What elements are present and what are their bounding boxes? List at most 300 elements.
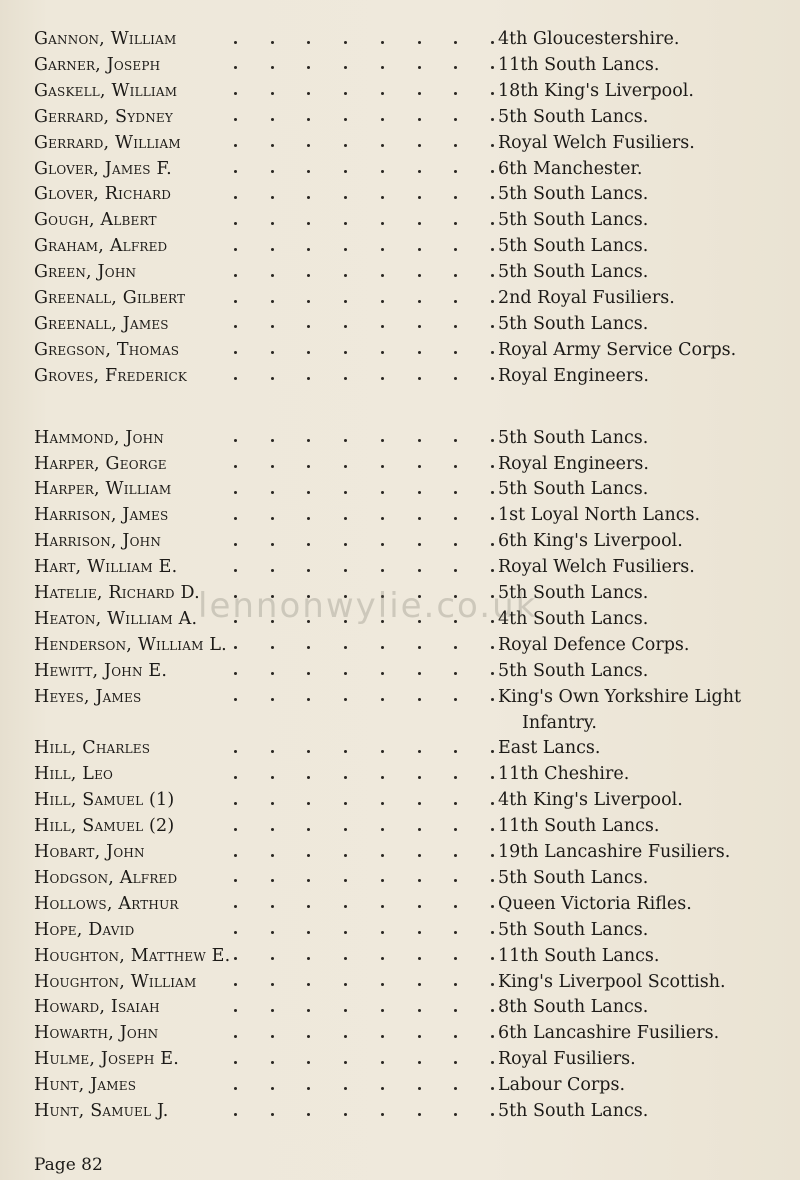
leader-dot: [307, 646, 310, 649]
leader-dot: [234, 828, 237, 831]
leader-dot: [271, 1087, 274, 1090]
leader-dot: [271, 351, 274, 354]
soldier-name: Hobart, John: [34, 842, 145, 862]
leader-dot: [234, 222, 237, 225]
leader-dot: [454, 1061, 457, 1064]
leader-dot: [344, 1035, 347, 1038]
leader-dot: [271, 543, 274, 546]
list-item: [34, 1072, 784, 1098]
list-item: [34, 363, 784, 389]
dot-leader: [234, 233, 494, 259]
leader-dot: [344, 66, 347, 69]
leader-dot: [454, 646, 457, 649]
leader-dot: [271, 41, 274, 44]
leader-dot: [491, 828, 494, 831]
leader-dot: [234, 248, 237, 251]
leader-dot: [454, 957, 457, 960]
regiment-unit: Royal Engineers.: [498, 453, 649, 474]
leader-dot: [418, 1087, 421, 1090]
leader-dot: [381, 672, 384, 675]
leader-dot: [234, 144, 237, 147]
leader-dot: [381, 118, 384, 121]
list-item: [34, 1098, 784, 1124]
leader-dot: [344, 983, 347, 986]
regiment-unit: 5th South Lancs.: [498, 919, 649, 940]
leader-dot: [491, 957, 494, 960]
leader-dot: [418, 170, 421, 173]
leader-dot: [271, 465, 274, 468]
leader-dot: [344, 1009, 347, 1012]
list-item: [34, 78, 784, 104]
leader-dot: [271, 92, 274, 95]
list-item: [34, 1020, 784, 1046]
leader-dot: [234, 517, 237, 520]
list-item: [34, 104, 784, 130]
dot-leader: [234, 1098, 494, 1124]
leader-dot: [381, 620, 384, 623]
soldier-name: Harrison, John: [34, 531, 162, 552]
leader-dot: [271, 66, 274, 69]
leader-dot: [491, 1009, 494, 1012]
leader-dot: [418, 248, 421, 251]
leader-dot: [307, 351, 310, 354]
leader-dot: [381, 170, 384, 173]
leader-dot: [344, 957, 347, 960]
leader-dot: [344, 196, 347, 199]
leader-dot: [418, 854, 421, 857]
dot-leader: [234, 658, 494, 684]
dot-leader: [234, 528, 494, 554]
leader-dot: [454, 491, 457, 494]
list-item: [34, 528, 784, 554]
leader-dot: [381, 377, 384, 380]
leader-dot: [234, 377, 237, 380]
leader-dot: [307, 776, 310, 779]
dot-leader: [234, 311, 494, 337]
leader-dot: [307, 144, 310, 147]
list-item: [34, 554, 784, 580]
leader-dot: [381, 248, 384, 251]
leader-dot: [418, 957, 421, 960]
leader-dot: [381, 144, 384, 147]
dot-leader: [234, 761, 494, 787]
leader-dot: [234, 1061, 237, 1064]
leader-dot: [454, 1113, 457, 1116]
leader-dot: [454, 698, 457, 701]
leader-dot: [344, 439, 347, 442]
leader-dot: [418, 300, 421, 303]
leader-dot: [454, 66, 457, 69]
leader-dot: [234, 543, 237, 546]
soldier-name: Greenall, James: [34, 313, 169, 334]
leader-dot: [271, 222, 274, 225]
regiment-unit: Royal Defence Corps.: [498, 634, 690, 655]
dot-leader: [234, 337, 494, 363]
leader-dot: [418, 1113, 421, 1116]
list-item: [34, 259, 784, 285]
leader-dot: [271, 750, 274, 753]
dot-leader: [234, 606, 494, 632]
list-item: [34, 156, 784, 182]
regiment-unit: 18th King's Liverpool.: [498, 80, 694, 101]
leader-dot: [454, 750, 457, 753]
list-item: [34, 606, 784, 632]
leader-dot: [454, 776, 457, 779]
leader-dot: [491, 351, 494, 354]
leader-dot: [234, 698, 237, 701]
leader-dot: [271, 931, 274, 934]
leader-dot: [234, 491, 237, 494]
list-item: [34, 580, 784, 606]
leader-dot: [418, 750, 421, 753]
soldier-name: Hollows, Arthur: [34, 893, 179, 914]
soldier-name: Hulme, Joseph E.: [34, 1049, 179, 1070]
dot-leader: [234, 917, 494, 943]
regiment-unit: 5th South Lancs.: [498, 583, 649, 603]
leader-dot: [454, 1009, 457, 1012]
leader-dot: [381, 854, 384, 857]
dot-leader: [234, 259, 494, 285]
leader-dot: [418, 351, 421, 354]
leader-dot: [491, 931, 494, 934]
leader-dot: [271, 1113, 274, 1116]
leader-dot: [491, 377, 494, 380]
leader-dot: [307, 905, 310, 908]
leader-dot: [454, 439, 457, 442]
leader-dot: [234, 854, 237, 857]
regiment-unit: 5th South Lancs.: [498, 867, 649, 888]
soldier-name: Heaton, William A.: [34, 608, 198, 629]
leader-dot: [491, 196, 494, 199]
leader-dot: [344, 351, 347, 354]
leader-dot: [454, 672, 457, 675]
leader-dot: [418, 931, 421, 934]
dot-leader: [234, 181, 494, 207]
leader-dot: [418, 1009, 421, 1012]
leader-dot: [491, 41, 494, 44]
leader-dot: [454, 196, 457, 199]
leader-dot: [381, 957, 384, 960]
leader-dot: [418, 439, 421, 442]
leader-dot: [307, 569, 310, 572]
leader-dot: [344, 931, 347, 934]
leader-dot: [381, 905, 384, 908]
leader-dot: [454, 1035, 457, 1038]
leader-dot: [418, 905, 421, 908]
leader-dot: [454, 569, 457, 572]
dot-leader: [234, 994, 494, 1020]
list-item: [34, 813, 784, 839]
leader-dot: [234, 905, 237, 908]
dot-leader: [234, 969, 494, 995]
soldier-name: Howarth, John: [34, 1023, 159, 1044]
regiment-unit: 5th South Lancs.: [498, 184, 649, 205]
soldier-name: Greenall, Gilbert: [34, 288, 186, 308]
leader-dot: [491, 698, 494, 701]
leader-dot: [418, 620, 421, 623]
list-item: [34, 865, 784, 891]
leader-dot: [491, 672, 494, 675]
dot-leader: [234, 865, 494, 891]
leader-dot: [271, 377, 274, 380]
leader-dot: [344, 274, 347, 277]
leader-dot: [491, 776, 494, 779]
regiment-unit: Royal Engineers.: [498, 365, 649, 386]
soldier-name: Gannon, William: [34, 29, 177, 49]
leader-dot: [234, 66, 237, 69]
leader-dot: [234, 569, 237, 572]
leader-dot: [491, 274, 494, 277]
list-item: [34, 502, 784, 528]
leader-dot: [271, 248, 274, 251]
list-item: [34, 632, 784, 658]
dot-leader: [234, 1072, 494, 1098]
leader-dot: [307, 248, 310, 251]
leader-dot: [344, 92, 347, 95]
leader-dot: [271, 905, 274, 908]
leader-dot: [344, 465, 347, 468]
leader-dot: [307, 274, 310, 277]
leader-dot: [271, 1035, 274, 1038]
leader-dot: [307, 118, 310, 121]
leader-dot: [381, 222, 384, 225]
leader-dot: [234, 1035, 237, 1038]
leader-dot: [454, 620, 457, 623]
leader-dot: [418, 144, 421, 147]
soldier-name: Garner, Joseph: [34, 54, 161, 75]
leader-dot: [381, 646, 384, 649]
leader-dot: [271, 957, 274, 960]
leader-dot: [491, 543, 494, 546]
leader-dot: [307, 170, 310, 173]
soldier-name: Heyes, James: [34, 686, 142, 707]
leader-dot: [307, 698, 310, 701]
leader-dot: [454, 118, 457, 121]
regiment-unit: Royal Welch Fusiliers.: [498, 557, 695, 578]
leader-dot: [234, 351, 237, 354]
leader-dot: [234, 672, 237, 675]
soldier-name: Hill, Leo: [34, 764, 114, 785]
leader-dot: [344, 672, 347, 675]
leader-dot: [307, 92, 310, 95]
regiment-unit: King's Own Yorkshire Light: [498, 686, 742, 707]
soldier-name: Glover, Richard: [34, 184, 172, 205]
soldier-name: Hope, David: [34, 919, 135, 940]
leader-dot: [381, 750, 384, 753]
dot-leader: [234, 130, 494, 156]
dot-leader: [234, 78, 494, 104]
leader-dot: [418, 543, 421, 546]
list-item: [34, 233, 784, 259]
regiment-unit: 11th South Lancs.: [498, 816, 660, 837]
leader-dot: [271, 802, 274, 805]
leader-dot: [271, 196, 274, 199]
regiment-unit: 4th Gloucestershire.: [498, 29, 680, 49]
leader-dot: [491, 854, 494, 857]
leader-dot: [454, 517, 457, 520]
leader-dot: [418, 196, 421, 199]
list-item: [34, 130, 784, 156]
leader-dot: [381, 931, 384, 934]
regiment-unit: Royal Army Service Corps.: [498, 339, 737, 360]
soldier-name: Harrison, James: [34, 505, 169, 526]
regiment-unit: 6th Lancashire Fusiliers.: [498, 1023, 720, 1044]
leader-dot: [344, 491, 347, 494]
regiment-unit: 4th South Lancs.: [498, 608, 649, 629]
list-item: [34, 52, 784, 78]
leader-dot: [271, 776, 274, 779]
leader-dot: [234, 620, 237, 623]
leader-dot: [307, 1035, 310, 1038]
leader-dot: [344, 802, 347, 805]
soldier-name: Glover, James F.: [34, 158, 172, 179]
leader-dot: [418, 776, 421, 779]
leader-dot: [234, 1113, 237, 1116]
leader-dot: [271, 879, 274, 882]
leader-dot: [418, 1061, 421, 1064]
leader-dot: [271, 274, 274, 277]
list-item: [34, 839, 784, 865]
regiment-unit: 11th Cheshire.: [498, 764, 630, 785]
leader-dot: [307, 672, 310, 675]
leader-dot: [418, 274, 421, 277]
leader-dot: [454, 595, 457, 598]
list-item: [34, 1046, 784, 1072]
leader-dot: [307, 377, 310, 380]
leader-dot: [454, 879, 457, 882]
leader-dot: [234, 646, 237, 649]
leader-dot: [307, 983, 310, 986]
leader-dot: [271, 1009, 274, 1012]
leader-dot: [381, 41, 384, 44]
dot-leader: [234, 52, 494, 78]
leader-dot: [454, 248, 457, 251]
leader-dot: [234, 957, 237, 960]
leader-dot: [271, 672, 274, 675]
leader-dot: [344, 750, 347, 753]
leader-dot: [234, 1009, 237, 1012]
leader-dot: [344, 776, 347, 779]
soldier-name: Hodgson, Alfred: [34, 867, 178, 888]
dot-leader: [234, 363, 494, 389]
regiment-unit: 5th South Lancs.: [498, 262, 649, 283]
leader-dot: [271, 620, 274, 623]
leader-dot: [307, 802, 310, 805]
dot-leader: [234, 207, 494, 233]
soldier-name: Groves, Frederick: [34, 365, 188, 386]
soldier-name: Hunt, James: [34, 1075, 137, 1096]
leader-dot: [271, 170, 274, 173]
leader-dot: [271, 144, 274, 147]
soldier-name: Hill, Charles: [34, 738, 151, 759]
leader-dot: [454, 325, 457, 328]
leader-dot: [418, 828, 421, 831]
list-item: [34, 891, 784, 917]
list-item: [34, 787, 784, 813]
leader-dot: [491, 465, 494, 468]
soldier-name: Graham, Alfred: [34, 236, 168, 257]
leader-dot: [271, 569, 274, 572]
leader-dot: [234, 325, 237, 328]
dot-leader: [234, 285, 494, 311]
dot-leader: [234, 787, 494, 813]
leader-dot: [307, 1061, 310, 1064]
leader-dot: [418, 517, 421, 520]
leader-dot: [418, 41, 421, 44]
leader-dot: [344, 144, 347, 147]
soldier-name: Henderson, William L.: [34, 634, 227, 655]
leader-dot: [381, 325, 384, 328]
list-item: [34, 943, 784, 969]
leader-dot: [381, 776, 384, 779]
soldier-name: Hill, Samuel (1): [34, 790, 175, 811]
leader-dot: [307, 222, 310, 225]
leader-dot: [381, 274, 384, 277]
leader-dot: [418, 465, 421, 468]
leader-dot: [307, 66, 310, 69]
leader-dot: [454, 144, 457, 147]
leader-dot: [491, 325, 494, 328]
regiment-unit: Royal Welch Fusiliers.: [498, 132, 695, 153]
leader-dot: [491, 66, 494, 69]
leader-dot: [307, 491, 310, 494]
leader-dot: [271, 854, 274, 857]
leader-dot: [234, 274, 237, 277]
list-item: [34, 969, 784, 995]
leader-dot: [234, 983, 237, 986]
leader-dot: [418, 802, 421, 805]
leader-dot: [491, 491, 494, 494]
leader-dot: [307, 300, 310, 303]
dot-leader: [234, 502, 494, 528]
regiment-unit: 6th Manchester.: [498, 158, 643, 179]
dot-leader: [234, 943, 494, 969]
leader-dot: [344, 828, 347, 831]
leader-dot: [307, 595, 310, 598]
leader-dot: [381, 491, 384, 494]
leader-dot: [418, 66, 421, 69]
leader-dot: [344, 325, 347, 328]
leader-dot: [307, 750, 310, 753]
leader-dot: [234, 41, 237, 44]
leader-dot: [271, 491, 274, 494]
leader-dot: [271, 983, 274, 986]
leader-dot: [234, 465, 237, 468]
dot-leader: [234, 554, 494, 580]
leader-dot: [491, 222, 494, 225]
leader-dot: [271, 1061, 274, 1064]
leader-dot: [271, 118, 274, 121]
list-item: [34, 735, 784, 761]
regiment-unit: 5th South Lancs.: [498, 427, 649, 448]
leader-dot: [381, 543, 384, 546]
regiment-unit-continuation: Infantry.: [522, 712, 597, 733]
regiment-unit: East Lancs.: [498, 738, 601, 759]
list-item: [34, 181, 784, 207]
page-number: Page 82: [34, 1155, 103, 1175]
leader-dot: [454, 351, 457, 354]
leader-dot: [271, 595, 274, 598]
leader-dot: [234, 750, 237, 753]
regiment-unit: 8th South Lancs.: [498, 997, 649, 1018]
soldier-name: Hammond, John: [34, 427, 165, 448]
leader-dot: [307, 1009, 310, 1012]
leader-dot: [307, 439, 310, 442]
leader-dot: [454, 931, 457, 934]
leader-dot: [344, 620, 347, 623]
leader-dot: [344, 118, 347, 121]
dot-leader: [234, 632, 494, 658]
